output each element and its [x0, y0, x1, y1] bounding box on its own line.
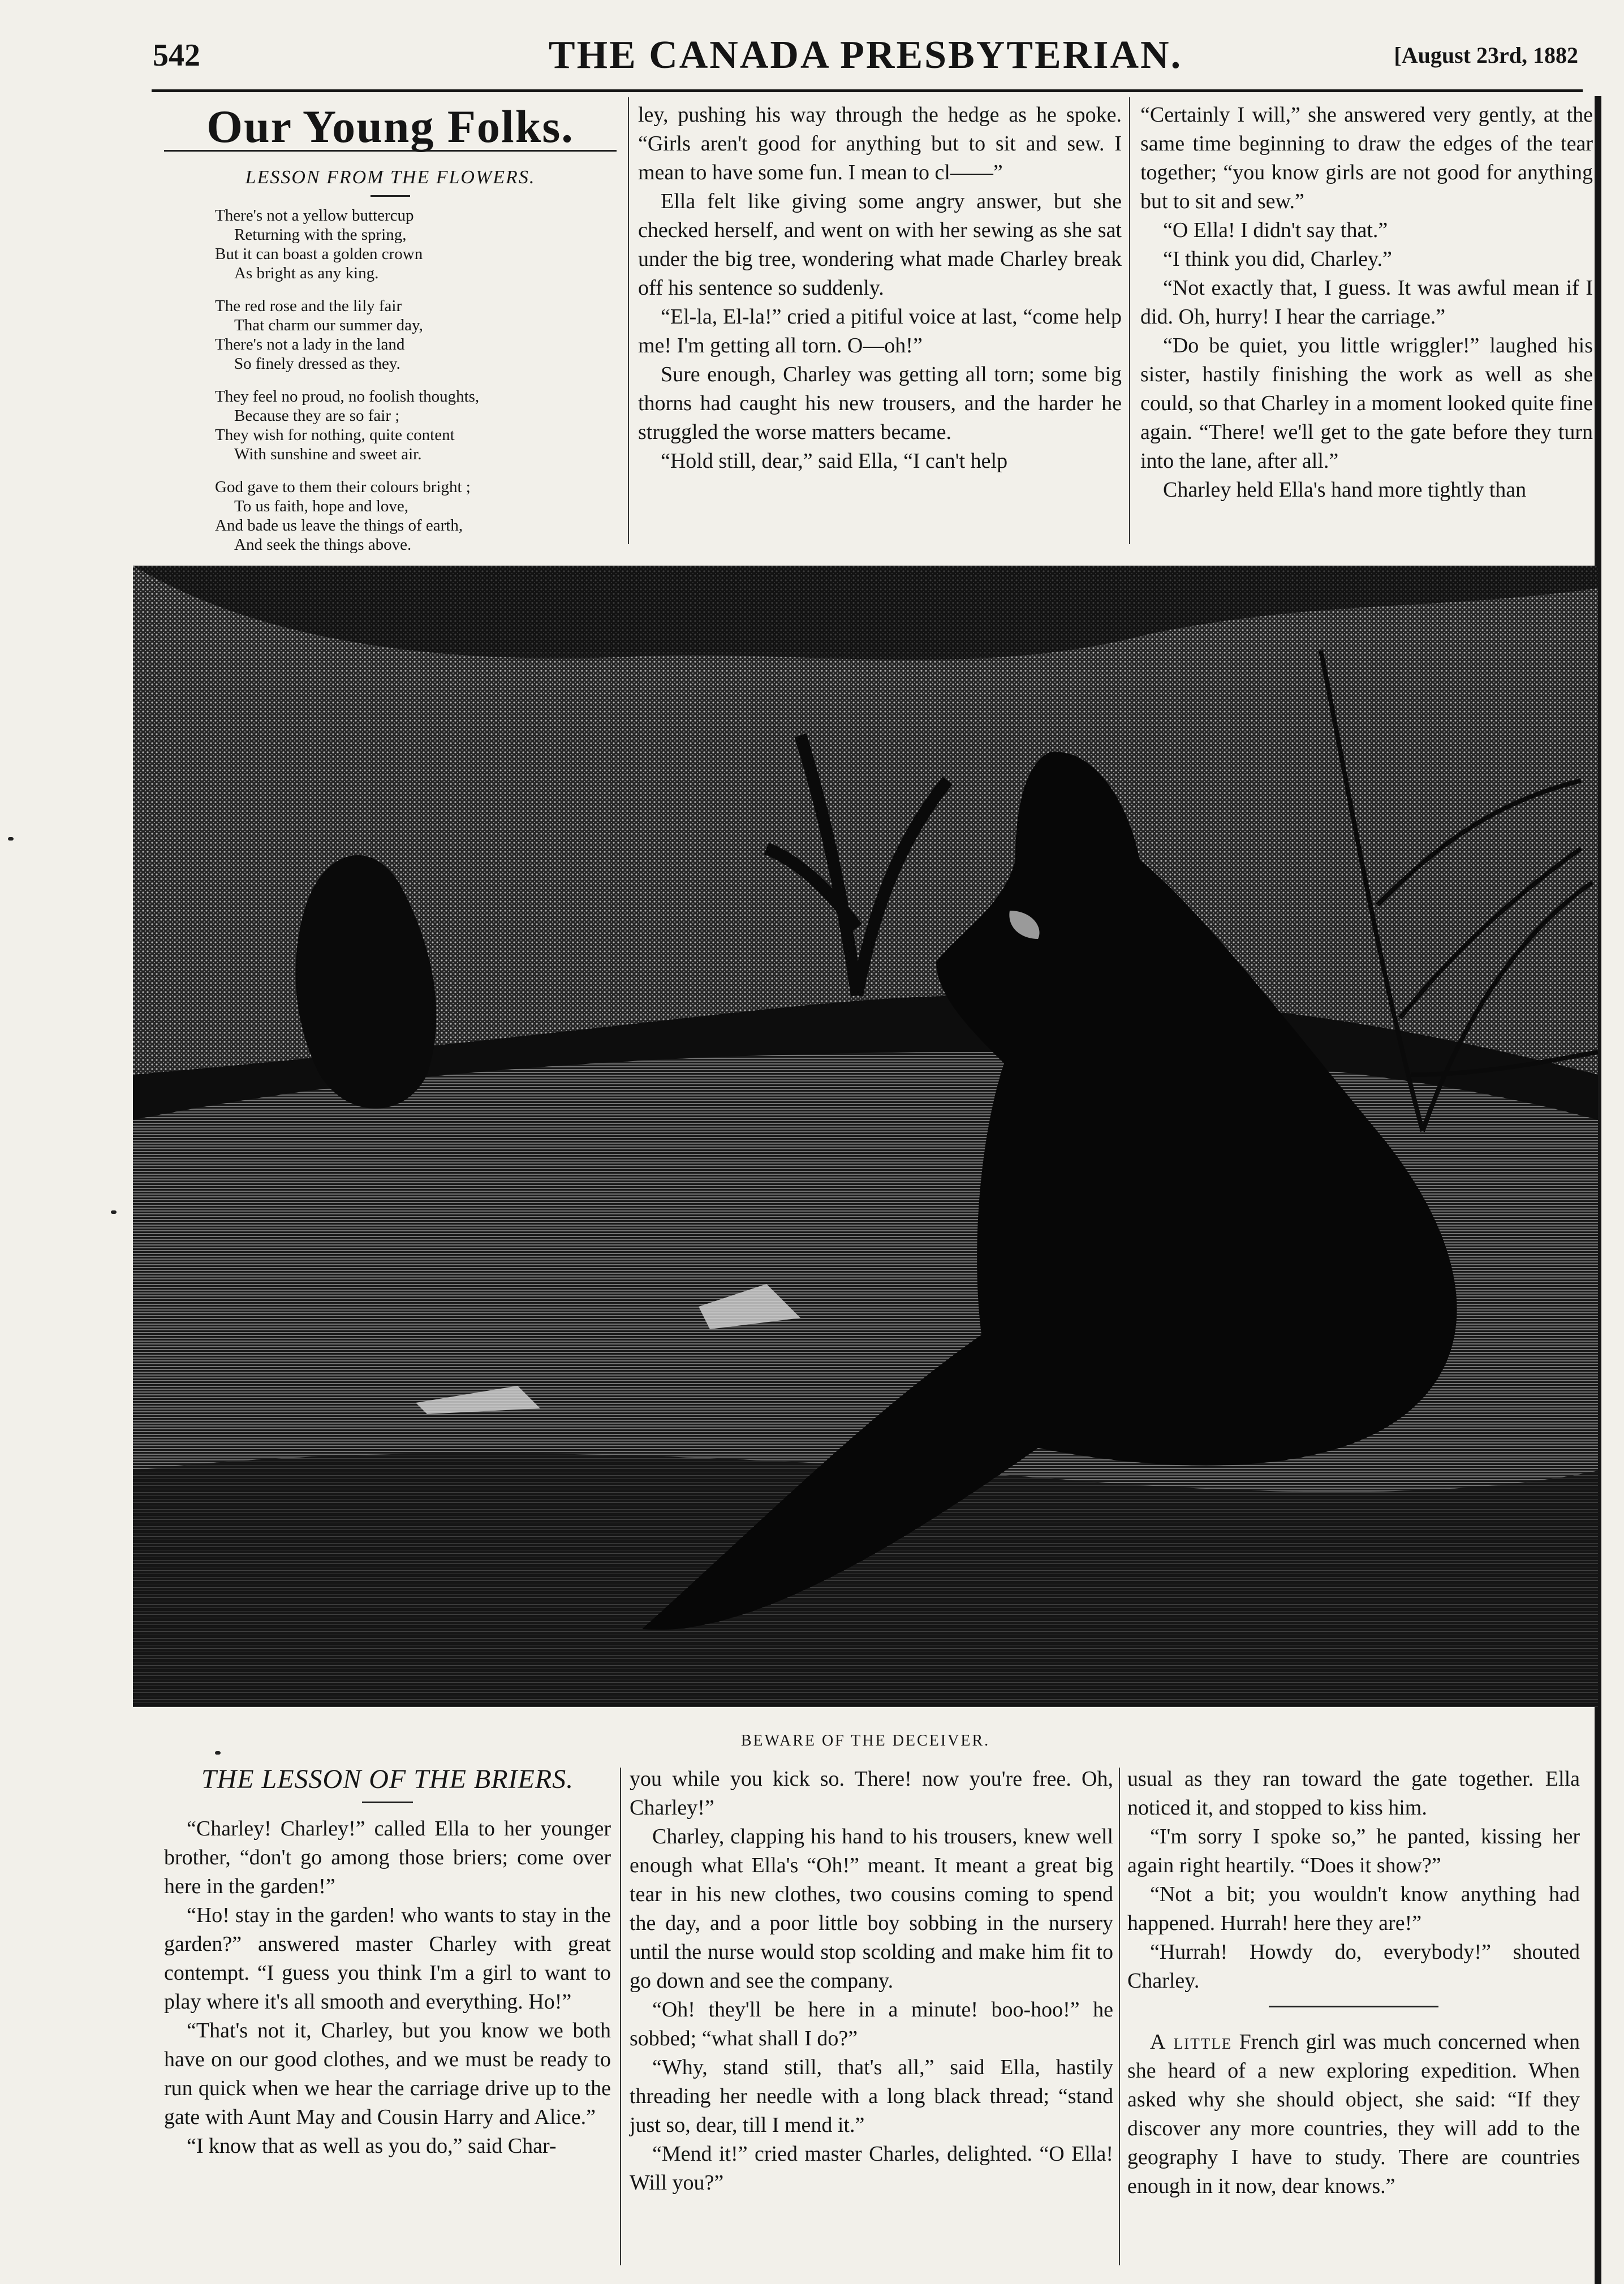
poem-stanza	[215, 296, 617, 373]
poem-stanza	[215, 477, 617, 554]
paragraph: “O Ella! I didn't say that.”	[1163, 218, 1388, 242]
poem-line: To us faith, hope and love,	[234, 497, 409, 515]
engraving-illustration	[133, 566, 1598, 1707]
column-story-end	[1127, 1765, 1580, 2201]
poem-line: That charm our summer day,	[234, 316, 423, 334]
poem-line: With sunshine and sweet air.	[234, 445, 422, 463]
column-separator	[1129, 97, 1130, 544]
note-rule	[1269, 2006, 1438, 2007]
paragraph: “I'm sorry I spoke so,” he panted, kissing her again right heartily. “Does it show?”	[1127, 1825, 1580, 1877]
poem-line: As bright as any king.	[234, 264, 379, 282]
poem-line: And bade us leave the things of earth,	[215, 516, 463, 535]
column-poem	[164, 102, 617, 568]
page-header	[153, 33, 1578, 84]
paragraph: “Do be quiet, you little wriggler!” laughed his sister, hastily finishing the work as well as she could, so that Charley in a moment looked quite fine again. “There! we'll get to the gate before they turn into the lane, after all.”	[1140, 334, 1593, 473]
story-title-rule	[362, 1802, 413, 1803]
poem-line: And seek the things above.	[234, 536, 412, 554]
paragraph: ley, pushing his way through the hedge as he spoke. “Girls aren't good for anything but to sit and sew. I mean to have some fun. I mean to cl——”	[638, 103, 1122, 184]
paragraph: “Ho! stay in the garden! who wants to stay in the garden?” answered master Charley with great contempt. “I guess you think I'm a girl to want to play where it's all smooth and everything. Ho!”	[164, 1903, 611, 2014]
poem-line: They wish for nothing, quite content	[215, 426, 455, 444]
paragraph: Ella felt like giving some angry answer, but she checked herself, and went on with her sewing as she sat under the big tree, wondering what made Charley break off his sentence so suddenly.	[638, 189, 1122, 300]
column-separator	[620, 1768, 621, 2265]
paragraph: “El-la, El-la!” cried a pitiful voice at last, “come help me! I'm getting all torn. O—oh!”	[638, 305, 1122, 357]
scan-speck	[8, 837, 14, 841]
paragraph: “That's not it, Charley, but you know we both have on our good clothes, and we must be ready to run quick when we hear the carriage drive up to the gate with Aunt May and Cousin Harry and Alice.”	[164, 2019, 611, 2129]
paragraph: “I think you did, Charley.”	[1163, 247, 1392, 271]
anecdote-paragraph	[1127, 2028, 1580, 2201]
page-number: 542	[153, 38, 200, 73]
column-separator	[1119, 1768, 1120, 2265]
poem-stanza	[215, 206, 617, 283]
paragraph: “Hurrah! Howdy do, everybody!” shouted Charley.	[1127, 1940, 1580, 1993]
paragraph: “Not exactly that, I guess. It was awful mean if I did. Oh, hurry! I hear the carriage.”	[1140, 276, 1593, 329]
paragraph: “Oh! they'll be here in a minute! boo-hoo!” he sobbed; “what shall I do?”	[630, 1998, 1113, 2050]
paragraph: Sure enough, Charley was getting all torn; some big thorns had caught his new trousers, and the harder he struggled the worse matters became.	[638, 363, 1122, 444]
column-separator	[628, 97, 629, 544]
paragraph: usual as they ran toward the gate together. Ella noticed it, and stopped to kiss him.	[1127, 1767, 1580, 1820]
newspaper-title: THE CANADA PRESBYTERIAN.	[548, 33, 1183, 77]
story-title: THE LESSON OF THE BRIERS.	[201, 1764, 574, 1794]
column-story-start	[164, 1765, 611, 2161]
paragraph: “Mend it!” cried master Charles, delighted. “O Ella! Will you?”	[630, 2142, 1113, 2195]
poem-title: LESSON FROM THE FLOWERS.	[245, 167, 536, 188]
poem-line: God gave to them their colours bright ;	[215, 478, 471, 496]
poem-body	[215, 206, 617, 554]
poem-line: The red rose and the lily fair	[215, 297, 402, 315]
illustration-caption: BEWARE OF THE DECEIVER.	[740, 1732, 990, 1749]
paragraph: “Certainly I will,” she answered very gently, at the same time beginning to draw the edges of the tear together; “you know girls are not good for anything but to sit and sew.”	[1140, 103, 1593, 213]
poem-line: There's not a lady in the land	[215, 335, 405, 354]
paragraph: “Not a bit; you wouldn't know anything had happened. Hurrah! here they are!”	[1127, 1882, 1580, 1935]
poem-line: So finely dressed as they.	[234, 355, 400, 373]
poem-stanza	[215, 387, 617, 464]
paragraph: “I know that as well as you do,” said Char-	[187, 2134, 557, 2158]
header-rule	[152, 89, 1583, 92]
scan-speck	[111, 1210, 117, 1214]
paragraph: “Hold still, dear,” said Ella, “I can't help	[661, 449, 1008, 473]
paragraph: Charley held Ella's hand more tightly than	[1163, 478, 1527, 502]
column-story-continued	[638, 101, 1122, 476]
poem-line: They feel no proud, no foolish thoughts,	[215, 387, 480, 406]
poem-line: There's not a yellow buttercup	[215, 206, 414, 225]
column-story-middle	[630, 1765, 1113, 2197]
section-title: Our Young Folks.	[206, 101, 574, 152]
poem-line: Because they are so fair ;	[234, 407, 400, 425]
poem-title-rule	[371, 195, 410, 197]
issue-date: [August 23rd, 1882	[1394, 42, 1578, 68]
anecdote-lead: A little	[1150, 2030, 1233, 2054]
column-story-continued	[1140, 101, 1593, 505]
paragraph: “Charley! Charley!” called Ella to her younger brother, “don't go among those briers; come over here in the garden!”	[164, 1817, 611, 1898]
paragraph: Charley, clapping his hand to his trousers, knew well enough what Ella's “Oh!” meant. It meant a great big tear in his new clothes, two cousins coming to spend the day, and a poor little boy sobbing in the nursery until the nurse would stop scolding and make him fit to go down and see the company.	[630, 1825, 1113, 1993]
poem-line: Returning with the spring,	[234, 226, 407, 244]
paragraph: you while you kick so. There! now you're free. Oh, Charley!”	[630, 1767, 1113, 1820]
paragraph: “Why, stand still, that's all,” said Ella, hastily threading her needle with a long black thread; “stand just so, dear, till I mend it.”	[630, 2055, 1113, 2137]
scan-speck	[215, 1751, 221, 1755]
poem-line: But it can boast a golden crown	[215, 245, 423, 263]
anecdote-text: French girl was much concerned when she heard of a new exploring expedition. When asked why she should object, she said: “If they discover any more countries, they will add to the geography I have to study. There are countries enough in it now, dear knows.”	[1127, 2030, 1580, 2198]
